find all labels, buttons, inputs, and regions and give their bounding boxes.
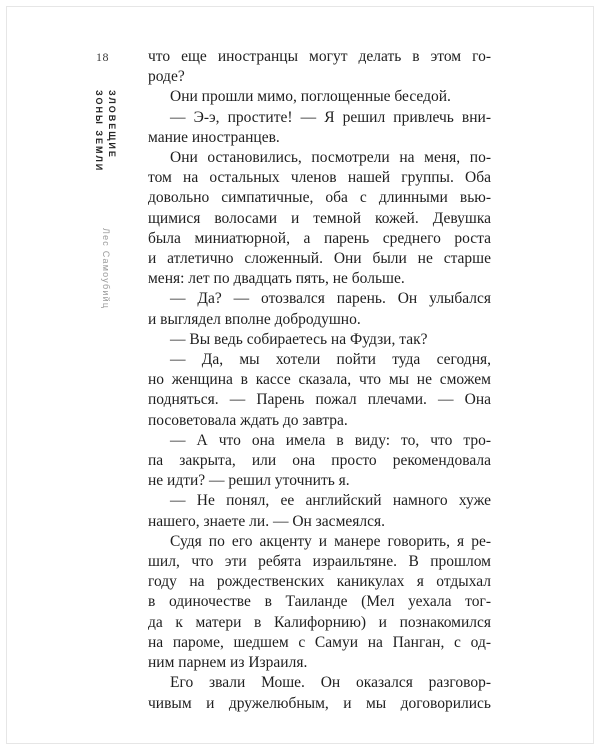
book-text: [148, 47, 491, 714]
text-line: щимися волосами и темной кожей. Девушка: [148, 209, 491, 227]
text-line: роде?: [148, 68, 185, 86]
spine-title: [92, 90, 118, 172]
text-line: том на остальных членов нашей группы. Оба: [148, 169, 491, 187]
text-line: году на рождественских каникулах я отдыхал: [148, 573, 491, 591]
text-line: не идти? — решил уточнить я.: [148, 472, 350, 490]
text-line: но женщина в кассе сказала, что мы не сможем: [148, 371, 491, 389]
page-number: 18: [96, 50, 109, 64]
text-line: нашего, знаете ли. — Он засмеялся.: [148, 512, 386, 530]
text-line: что еще иностранцы могут делать в этом го-: [148, 48, 491, 65]
text-line: ним парнем из Израиля.: [148, 654, 308, 672]
text-line: да к матери в Калифорнию) и познакомился: [148, 613, 491, 631]
text-line: Они остановились, посмотрели на меня, по-: [170, 149, 491, 167]
text-line: мание иностранцев.: [148, 128, 280, 146]
text-line: Судя по его акценту и манере говорить, я ре-: [170, 532, 491, 550]
text-line: на пароме, шедшем с Самуи на Панган, с од-: [148, 633, 491, 651]
text-line: — Э-э, простите! — Я решил привлечь вни-: [170, 108, 491, 126]
text-line: подняться. — Парень пожал плечами. — Она: [148, 391, 491, 409]
text-line: была миниатюрной, а парень среднего роста: [148, 229, 491, 247]
text-line: и выглядел вполне добродушно.: [148, 310, 361, 328]
text-line: в одиночестве в Таиланде (Мел уехала тог-: [148, 593, 491, 611]
text-line: чивым и дружелюбным, и мы договорились: [148, 694, 491, 712]
text-line: довольно симпатичные, оба с длинными вью-: [148, 189, 491, 207]
text-line: шил, что эти ребята израильтяне. В прошлом: [148, 553, 491, 571]
text-line: — Да? — отозвался парень. Он улыбался: [170, 290, 491, 308]
text-line: — Вы ведь собираетесь на Фудзи, так?: [170, 330, 428, 348]
text-line: меня: лет по двадцать пять, не больше.: [148, 270, 405, 288]
text-line: па закрыта, или она просто рекомендовала: [148, 452, 491, 470]
text-line: посоветовала ждать до завтра.: [148, 411, 348, 429]
text-line: — Не понял, ее английский намного хуже: [170, 492, 491, 510]
text-line: — Да, мы хотели пойти туда сегодня,: [170, 351, 491, 369]
text-line: Его звали Моше. Он оказался разговор-: [170, 674, 491, 692]
spine-author: Лес Самоубийц: [101, 228, 111, 310]
spine-title-line-1: ЗЛОВЕЩИЕ: [107, 90, 117, 159]
text-line: Они прошли мимо, поглощенные беседой.: [170, 88, 451, 106]
text-line: и атлетично сложенный. Они были не старше: [148, 250, 491, 268]
spine-title-line-2: ЗОНЫ ЗЕМЛИ: [94, 90, 104, 173]
text-line: — А что она имела в виду: то, что тро-: [170, 431, 491, 449]
